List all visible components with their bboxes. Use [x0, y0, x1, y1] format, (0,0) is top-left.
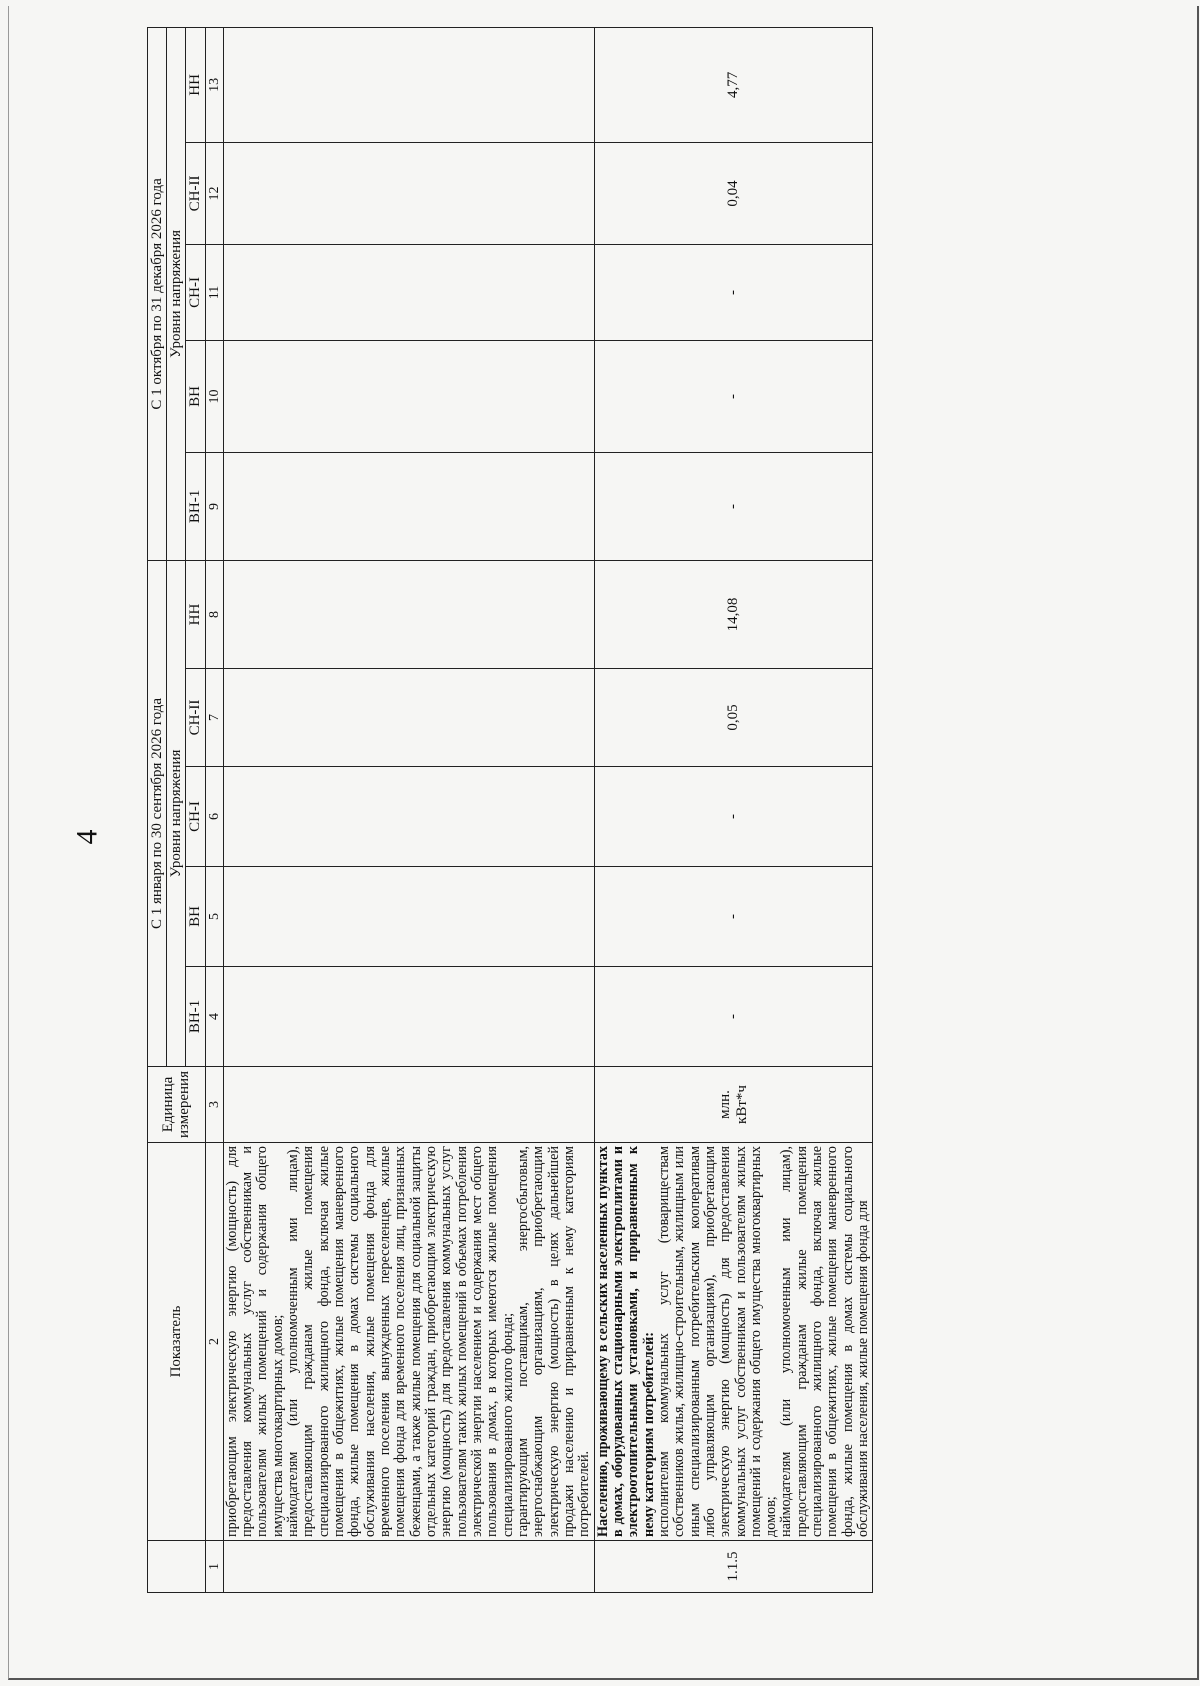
- description-paragraph: наймодателям (или уполномоченным ими лицам), предоставляющим гражданам жилые помещения специализированного жилищного фонда, включая жилые помещения в общежитиях, жилые помещения маневренного фонда, жилые помещения в домах системы социального обслуживания населения, жилые помещения фонда для временного поселения вынужденных переселенцев, жилые помещения фонда для временного поселения лиц, признанных беженцами, а также жилые помещения для социальной защиты отдельных категорий граждан, приобретающим электрическую энергию (мощность) для предоставления коммунальных услуг пользователям таких жилых помещений в объемах потребления электрической энергии населением и содержания мест общего пользования в домах, в которых имеются жилые помещения специализированного жилого фонда;: [284, 1146, 516, 1537]
- value-cell: [223, 340, 594, 452]
- level-header: СН-I: [186, 767, 205, 867]
- description-paragraph: приобретающим электрическую энергию (мощность) для предоставления коммунальных услуг собственникам и пользователям жилых помещений и содержания общего имущества многоквартирных домов;: [223, 1146, 286, 1537]
- level-header: СН-I: [186, 244, 205, 340]
- column-number: 12: [205, 142, 223, 244]
- description-title: Населению, проживающему в сельских населенных пунктах в домах, оборудованных стационарными электроплитами и электроотопительными установками, и приравненным к нему категориям потребителей:: [594, 1146, 657, 1537]
- column-number: 7: [205, 669, 223, 767]
- column-number: 11: [205, 244, 223, 340]
- level-header: СН-II: [186, 142, 205, 244]
- level-header: ВН: [186, 340, 205, 452]
- indicator-table: [147, 27, 873, 1593]
- table-row-1-1-5: [594, 27, 873, 1592]
- rotated-table-page: [147, 28, 1200, 1593]
- level-header: НН: [186, 27, 205, 142]
- unit-cell: млн. кВт*ч: [594, 1067, 873, 1143]
- column-number: 6: [205, 767, 223, 867]
- column-number: 3: [205, 1067, 223, 1143]
- value-cell: 14,08: [594, 560, 873, 668]
- level-header: ВН: [186, 867, 205, 967]
- value-cell: -: [594, 244, 873, 340]
- column-number-row: [205, 27, 223, 1592]
- level-header: ВН-1: [186, 452, 205, 560]
- voltage-levels-header-2: Уровни напряжения: [167, 27, 186, 560]
- header-row-1: [148, 27, 167, 1592]
- value-cell: -: [594, 767, 873, 867]
- column-number: 1: [205, 1541, 223, 1593]
- row-id: 1.1.5: [594, 1541, 873, 1593]
- col-header-id: [148, 1541, 206, 1593]
- value-cell: [223, 967, 594, 1067]
- value-cell: 0,05: [594, 669, 873, 767]
- value-cell: [223, 244, 594, 340]
- col-header-unit: Единица измерения: [148, 1067, 206, 1143]
- col-header-period2: С 1 октября по 31 декабря 2026 года: [148, 27, 167, 560]
- column-number: 9: [205, 452, 223, 560]
- row-description: [223, 1143, 594, 1541]
- row-description: [594, 1143, 873, 1541]
- value-cell: 4,77: [594, 27, 873, 142]
- column-number: 8: [205, 560, 223, 668]
- value-cell: [223, 767, 594, 867]
- level-header: ВН-1: [186, 967, 205, 1067]
- col-header-period1: С 1 января по 30 сентября 2026 года: [148, 560, 167, 1066]
- level-header: СН-II: [186, 669, 205, 767]
- value-cell: [223, 669, 594, 767]
- column-number: 4: [205, 967, 223, 1067]
- column-number: 2: [205, 1143, 223, 1541]
- column-number: 13: [205, 27, 223, 142]
- value-cell: [223, 867, 594, 967]
- voltage-levels-header-1: Уровни напряжения: [167, 560, 186, 1066]
- value-cell: -: [594, 967, 873, 1067]
- value-cell: -: [594, 340, 873, 452]
- row-id: [223, 1541, 594, 1593]
- value-cell: [223, 452, 594, 560]
- column-number: 5: [205, 867, 223, 967]
- table-row-continuation: [223, 27, 594, 1592]
- value-cell: [223, 27, 594, 142]
- value-cell: -: [594, 452, 873, 560]
- page-number: 4: [70, 829, 104, 845]
- column-number: 10: [205, 340, 223, 452]
- value-cell: [223, 560, 594, 668]
- description-paragraph: наймодателям (или уполномоченным ими лицам), предоставляющим гражданам жилые помещения специализированного жилищного фонда, включая жилые помещения в общежитиях, жилые помещения маневренного фонда, жилые помещения в домах системы социального обслуживания населения, жилые помещения фонда для: [778, 1146, 872, 1537]
- unit-cell: [223, 1067, 594, 1143]
- value-cell: 0,04: [594, 142, 873, 244]
- level-header: НН: [186, 560, 205, 668]
- value-cell: [223, 142, 594, 244]
- value-cell: -: [594, 867, 873, 967]
- col-header-indicator: Показатель: [148, 1143, 206, 1541]
- description-paragraph: исполнителям коммунальных услуг (товариществам собственников жилья, жилищно-строительным, жилищным или иным специализированным потребительским кооперативам либо управляющим организациям), приобретающим электрическую энергию (мощность) для предоставления коммунальных услуг собственникам и пользователям жилых помещений и содержания общего имущества многоквартирных домов;: [655, 1146, 780, 1537]
- description-paragraph: гарантирующим поставщикам, энергосбытовым, энергоснабжающим организациям, приобретающим электрическую энергию (мощность) в целях дальнейшей продажи населению и приравненным к нему категориям потребителей.: [514, 1146, 593, 1537]
